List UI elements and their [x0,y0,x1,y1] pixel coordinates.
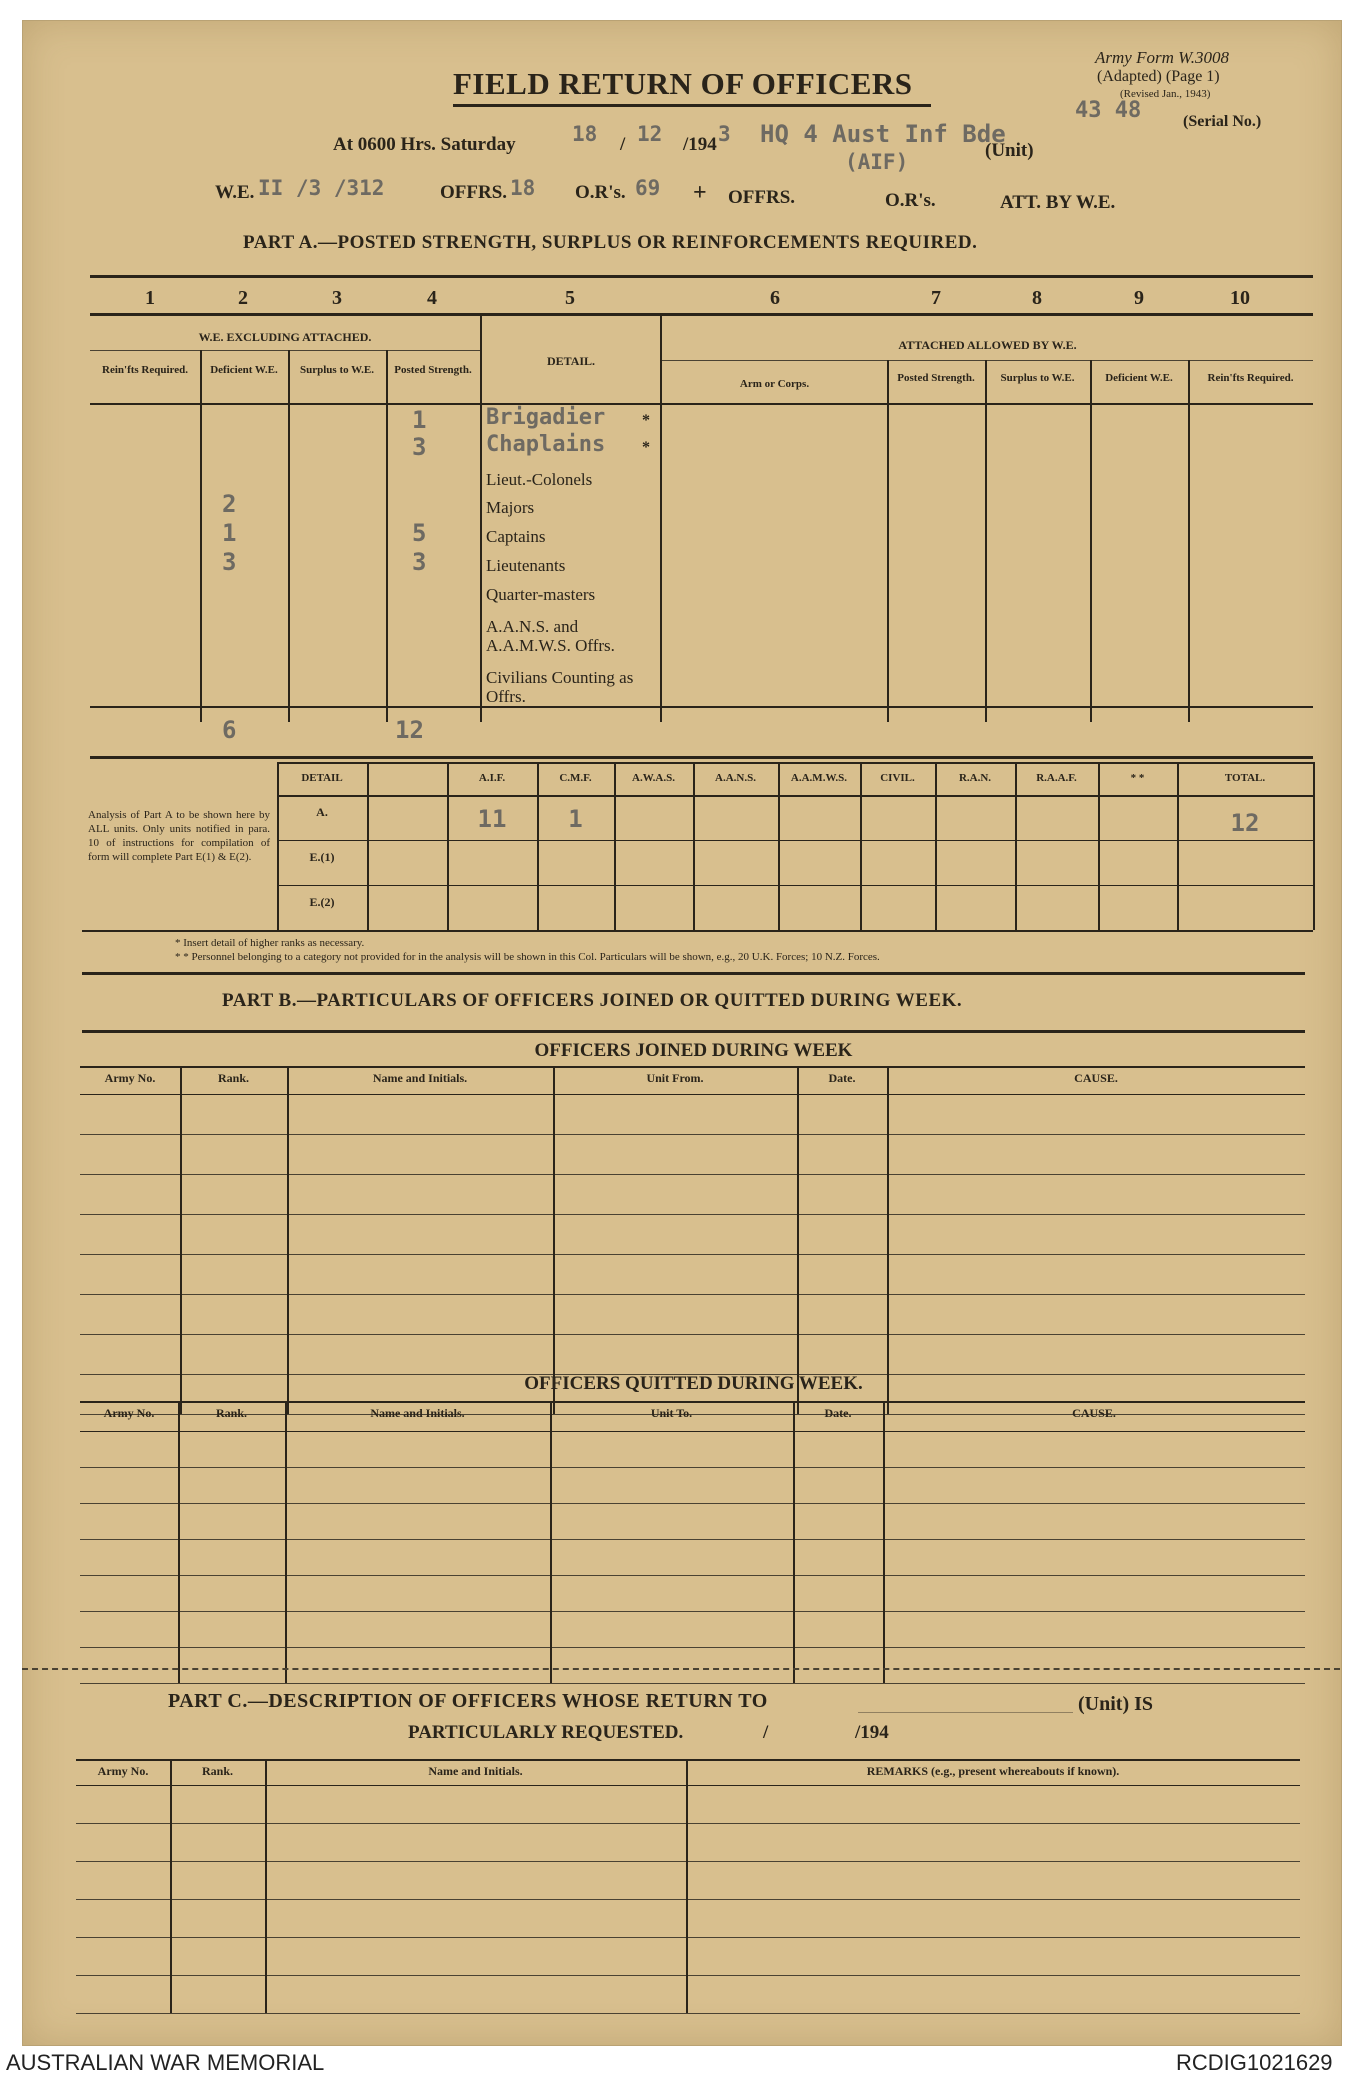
analysis-column-line [778,762,780,930]
table-row [80,1575,1305,1576]
part-a-heading: PART A.—POSTED STRENGTH, SURPLUS OR REINFORCEMENTS REQUIRED. [243,232,978,253]
analysis-rule [277,840,1313,841]
unit-is: (Unit) IS [1078,1693,1154,1715]
quitted-title: OFFICERS QUITTED DURING WEEK. [524,1373,863,1394]
form-title: FIELD RETURN OF OFFICERS [453,66,913,101]
star-mark: * [642,439,650,456]
column-number: 2 [238,287,248,309]
column-number: 3 [332,287,342,309]
serial-label: (Serial No.) [1183,113,1262,130]
deficient-we: 1 [222,519,237,547]
date-year-prefix: /194 [683,134,717,155]
column-number: 9 [1134,287,1144,309]
table-column-line [170,1759,172,2013]
analysis-note: Analysis of Part A to be shown here by ALL units. Only units notified in para. 10 of instructions for compilation of form will complete Part E(1) & E(2). [88,809,270,863]
table-row [80,1134,1305,1135]
analysis-column-line [1313,762,1315,930]
rank-label: Chaplains [486,432,606,457]
table-column-line [287,1066,289,1414]
analysis-rule [277,762,1313,764]
column-number: 1 [145,287,155,309]
table-head: Army No. [103,1406,155,1420]
column-number: 5 [565,287,575,309]
we-label: W.E. [215,182,255,203]
table-head: Rank. [201,1764,233,1778]
table-head-rule [80,1431,1305,1432]
rank-label: Brigadier [486,405,606,430]
table-head: Date. [828,1071,856,1085]
army-form-label: Army Form W.3008 [1095,48,1229,67]
table-column-line [265,1759,267,2013]
table-row [80,1174,1305,1175]
analysis-row-label: A. [316,805,328,819]
table-row [80,1254,1305,1255]
table-column-line [178,1401,180,1683]
adapted-label: (Adapted) (Page 1) [1097,68,1220,85]
table-head: Name and Initials. [428,1764,523,1778]
table-row [80,1467,1305,1468]
table-column-line [883,1401,885,1683]
offrs-label: OFFRS. [440,182,508,203]
offrs-count: 18 [510,176,536,200]
table-head: Name and Initials. [372,1071,468,1085]
table-column-line [180,1066,182,1414]
unit-label: (Unit) [985,140,1034,161]
analysis-column-line [367,762,369,930]
serial-number: 43 48 [1075,98,1142,123]
table-head: Unit From. [646,1071,704,1085]
table-column-line [553,1066,555,1414]
offrs2-label: OFFRS. [728,187,796,208]
part-c-year: /194 [855,1722,889,1743]
table-top-rule [80,1401,1305,1403]
column-number: 4 [427,287,437,309]
table-column-line [686,1759,688,2013]
table-row [80,1214,1305,1215]
analysis-column-line [693,762,695,930]
analysis-row-label: E.(1) [309,850,335,864]
tear-line [22,1668,1340,1670]
analysis-column-line [935,762,937,930]
footer-right: RCDIG1021629 [1176,2050,1333,2075]
table-top-rule [76,1759,1300,1761]
table-row [80,1647,1305,1648]
att-label: ATT. BY W.E. [1000,192,1116,213]
table-row [76,1937,1300,1938]
column-number: 8 [1032,287,1042,309]
analysis-column-line [614,762,616,930]
table-row [80,1683,1305,1684]
table-head: Date. [824,1406,852,1420]
part-b-heading: PART B.—PARTICULARS OF OFFICERS JOINED OR QUITTED DURING WEEK. [222,990,963,1011]
analysis-rule [277,885,1313,886]
table-head: REMARKS (e.g., present whereabouts if known). [866,1764,1120,1778]
table-head-rule [80,1094,1305,1095]
analysis-column-line [1015,762,1017,930]
rank-label: Majors [486,498,535,517]
table-head: Unit To. [650,1406,693,1420]
table-head: Army No. [104,1071,156,1085]
analysis-column-line [537,762,539,930]
table-head: Name and Initials. [370,1406,465,1420]
analysis-head: A.A.M.W.S. [790,772,848,784]
table-row [76,1899,1300,1900]
posted-strength: 3 [412,433,427,461]
table-row [76,1823,1300,1824]
ors-count: 69 [635,176,661,200]
total-deficient: 6 [222,716,237,744]
table-head: CAUSE. [1072,1406,1116,1420]
particularly-requested: PARTICULARLY REQUESTED. [408,1722,684,1743]
table-row [80,1334,1305,1335]
deficient-we: 2 [222,490,237,518]
posted-strength: 1 [412,406,427,434]
ors-label: O.R's. [575,182,626,203]
column-number: 10 [1230,287,1250,309]
date-month: 12 [637,122,663,146]
analysis-cmf: 1 [568,805,583,833]
analysis-head: A.I.F. [478,772,506,784]
analysis-rule [277,795,1313,797]
table-row [80,1503,1305,1504]
table-row [80,1539,1305,1540]
joined-title: OFFICERS JOINED DURING WEEK [534,1040,853,1061]
revised-label: (Revised Jan., 1943) [1120,88,1211,100]
rank-label: Quarter-masters [486,585,596,604]
posted-strength: 5 [412,519,427,547]
analysis-bottom [82,930,1313,932]
unit-name: HQ 4 Aust Inf Bde [760,120,1006,148]
table-column-line [285,1401,287,1683]
table-head: Rank. [217,1071,249,1085]
rank-label: A.A.N.S. and A.A.M.W.S. Offrs. [486,617,615,655]
analysis-column-line [447,762,449,930]
rank-label: Captains [486,527,546,546]
table-column-line [887,1066,889,1414]
date-year-suffix: 3 [718,122,731,146]
rank-label: Civilians Counting as Offrs. [486,668,634,706]
we-number: II /3 /312 [258,176,385,200]
table-row [80,1294,1305,1295]
analysis-head: R.A.A.F. [1036,772,1077,784]
column-number: 6 [770,287,780,309]
title-underline [453,104,931,107]
analysis-row-label: E.(2) [309,895,335,909]
analysis-head: C.M.F. [559,772,592,784]
date-day: 18 [572,122,598,146]
part-c-heading: PART C.—DESCRIPTION OF OFFICERS WHOSE RETURN TO [168,1690,768,1712]
table-head: Army No. [97,1764,149,1778]
analysis-head: R.A.N. [958,772,992,784]
attached-allowed: ATTACHED ALLOWED BY W.E. [898,338,1077,352]
ors2-label: O.R's. [885,190,936,211]
posted-strength: 3 [412,548,427,576]
deficient-we: 3 [222,548,237,576]
column-number: 7 [931,287,941,309]
rank-label: Lieut.-Colonels [486,470,593,489]
analysis-column-line [1098,762,1100,930]
footer-left: AUSTRALIAN WAR MEMORIAL [6,2050,325,2075]
analysis-head: * * [1130,772,1145,784]
analysis-head: TOTAL. [1224,772,1266,784]
table-head: Rank. [215,1406,247,1420]
table-row [76,1861,1300,1862]
table-column-line [550,1401,552,1683]
analysis-head: CIVIL. [880,772,915,784]
analysis-column-line [1177,762,1179,930]
analysis-column-line [860,762,862,930]
analysis-head: A.A.N.S. [715,772,756,784]
table-top-rule [80,1066,1305,1068]
analysis-head: DETAIL [301,772,343,784]
table-row [80,1611,1305,1612]
we-excluding-attached: W.E. EXCLUDING ATTACHED. [198,330,372,344]
table-column-line [793,1401,795,1683]
table-row [76,2013,1300,2014]
analysis-total: 12 [1230,809,1260,837]
total-posted: 12 [395,716,424,744]
table-row [76,1975,1300,1976]
star-mark: * [642,412,650,429]
unit-sub: (AIF) [845,150,909,174]
table-head: CAUSE. [1074,1071,1118,1085]
rank-label: Lieutenants [486,556,566,575]
note-personnel: * * Personnel belonging to a category not provided for in the analysis will be shown in this Col. Particulars will be shown, e.g., 20 U.K. Forces; 10 N.Z. Forces. [175,951,880,963]
table-column-line [797,1066,799,1414]
at-line: At 0600 Hrs. Saturday [333,134,516,155]
table-head-rule [76,1785,1300,1786]
note-higher-ranks: * Insert detail of higher ranks as necessary. [175,937,365,949]
analysis-aif: 11 [477,805,507,833]
analysis-head: A.W.A.S. [632,772,675,784]
